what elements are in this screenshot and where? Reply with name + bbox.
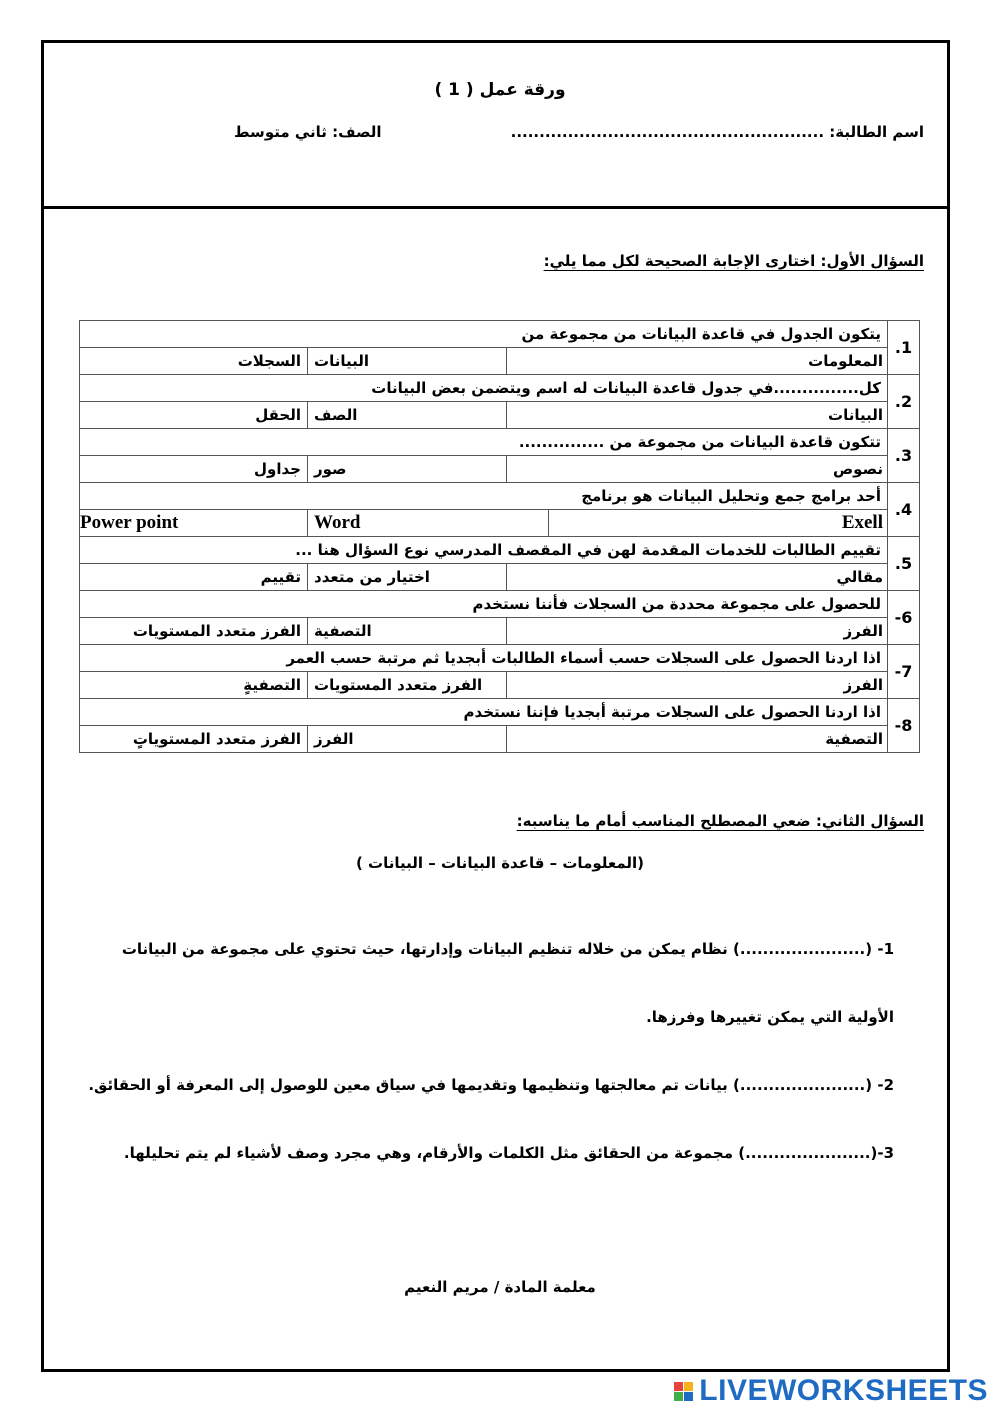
fill-item-1: 1- (......................) نظام يمكن من خلاله تنظيم البيانات وإدارتها، حيث تحتوي على مجموعة من البيانات (121, 940, 894, 958)
options-row (80, 672, 920, 699)
question-row (80, 591, 920, 618)
teacher-signature: معلمة المادة / مريم النعيم (404, 1278, 596, 1296)
options-row (80, 348, 920, 375)
options-row (80, 564, 920, 591)
question-text: أحد برامج جمع وتحليل البيانات هو برنامج (80, 483, 888, 510)
question-text: للحصول على مجموعة محددة من السجلات فأننا نستخدم (80, 591, 888, 618)
question-row (80, 699, 920, 726)
question1-heading: السؤال الأول: اختارى الإجابة الصحيحة لكل مما يلي: (543, 252, 924, 270)
options-row (80, 456, 920, 483)
mcq-table (79, 320, 920, 753)
question-number: -7 (888, 645, 920, 699)
answer-option[interactable]: الصف (307, 402, 507, 428)
answer-option[interactable]: Exell (841, 512, 883, 533)
question-number: .5 (888, 537, 920, 591)
answer-option[interactable]: الفرز متعدد المستوياتٍ (132, 730, 301, 748)
options-row (80, 510, 920, 537)
fill-item-3: 3-(......................) مجموعة من الحقائق مثل الكلمات والأرقام، وهي مجرد وصف لأشياء لم يتم تحليلها. (123, 1144, 894, 1162)
logo-square-2 (684, 1382, 693, 1391)
answer-option[interactable]: البيانات (828, 406, 883, 424)
answer-option[interactable]: المعلومات (808, 352, 883, 370)
question-text: كل...............في جدول قاعدة البيانات له اسم ويتضمن بعض البيانات (80, 375, 888, 402)
answer-option[interactable]: الحقل (255, 406, 301, 424)
answer-option[interactable]: الفرز متعدد المستويات (307, 672, 507, 698)
answer-option[interactable]: الفرز متعدد المستويات (132, 622, 301, 640)
question-number: -6 (888, 591, 920, 645)
question-text: اذا اردنا الحصول على السجلات حسب أسماء الطالبات أبجديا ثم مرتبة حسب العمر (80, 645, 888, 672)
liveworksheets-brand: LIVEWORKSHEETS (699, 1374, 988, 1407)
student-name-field: اسم الطالبة: ....................................................... (510, 123, 924, 141)
answer-option[interactable]: السجلات (237, 352, 301, 370)
logo-square-3 (674, 1392, 683, 1401)
answer-option[interactable]: صور (307, 456, 507, 482)
question-text: اذا اردنا الحصول على السجلات مرتبة أبجديا فإننا نستخدم (80, 699, 888, 726)
options-row (80, 726, 920, 753)
answer-option[interactable]: التصفية (307, 618, 507, 644)
answer-option[interactable]: البيانات (307, 348, 507, 374)
liveworksheets-logo-icon (674, 1382, 693, 1401)
header-divider (44, 206, 947, 209)
answer-option[interactable]: Word (307, 510, 549, 536)
answer-option[interactable]: نصوص (833, 460, 883, 478)
question-text: يتكون الجدول في قاعدة البيانات من مجموعة من (80, 321, 888, 348)
answer-option[interactable]: Power point (80, 512, 179, 533)
question-row (80, 483, 920, 510)
question-text: تتكون قاعدة البيانات من مجموعة من ............... (80, 429, 888, 456)
question-number: .2 (888, 375, 920, 429)
options-row (80, 402, 920, 429)
answer-option[interactable]: الفرز (843, 676, 883, 694)
fill-item-2: 2- (......................) بيانات تم معالجتها وتنظيمها وتقديمها في سياق معين للوصول إلى المعرفة أو الحقائق. (88, 1076, 894, 1094)
answer-option[interactable]: تقييم (260, 568, 301, 586)
question-row (80, 429, 920, 456)
fill-item-1-continued: الأولية التي يمكن تغييرها وفرزها. (646, 1008, 894, 1026)
grade-label: الصف: ثاني متوسط (234, 123, 382, 141)
answer-option[interactable]: الفرز (307, 726, 507, 752)
question-text: تقييم الطالبات للخدمات المقدمة لهن في المقصف المدرسي نوع السؤال هنا ... (80, 537, 888, 564)
question-number: .4 (888, 483, 920, 537)
question-row (80, 375, 920, 402)
question-number: -8 (888, 699, 920, 753)
question2-heading: السؤال الثاني: ضعي المصطلح المناسب أمام ما يناسبه: (516, 812, 924, 830)
logo-square-1 (674, 1382, 683, 1391)
question-number: .1 (888, 321, 920, 375)
worksheet-title: ورقة عمل ( 1 ) (434, 80, 566, 100)
logo-square-4 (684, 1392, 693, 1401)
options-row (80, 618, 920, 645)
answer-option[interactable]: مقالي (836, 568, 883, 586)
terms-list: (المعلومات – قاعدة البيانات – البيانات ) (355, 854, 645, 872)
answer-option[interactable]: التصفيةٍ (243, 676, 301, 694)
answer-option[interactable]: اختيار من متعدد (307, 564, 507, 590)
question-number: .3 (888, 429, 920, 483)
question-row (80, 537, 920, 564)
answer-option[interactable]: التصفية (825, 730, 883, 748)
question-row (80, 645, 920, 672)
liveworksheets-logo (674, 1376, 988, 1406)
answer-option[interactable]: جداول (254, 460, 301, 478)
answer-option[interactable]: الفرز (843, 622, 883, 640)
question-row (80, 321, 920, 348)
